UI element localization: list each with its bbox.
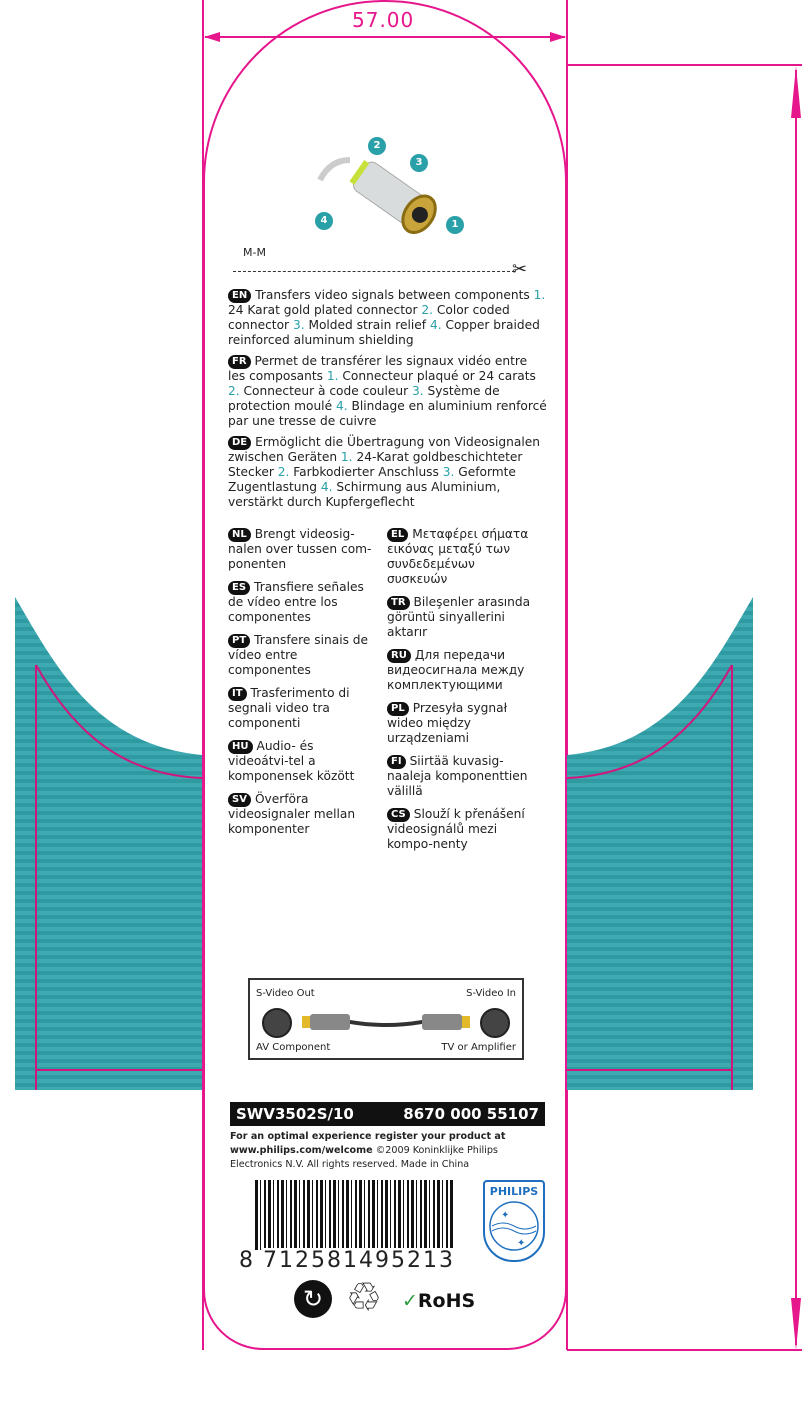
item-number: 2. <box>421 303 433 317</box>
av-component-label: AV Component <box>256 1042 331 1053</box>
width-dimension-label: 57.00 <box>352 8 415 32</box>
lang-badge: FR <box>228 355 251 369</box>
paragraph-hu <box>228 739 376 784</box>
lang-badge: RU <box>387 649 411 663</box>
item-text: Système de protection moulé <box>228 384 500 413</box>
barcode-right-digits: 495213 <box>359 1248 455 1273</box>
item-text: Blindage en aluminium renforcé par une tresse de cuivre <box>228 399 547 428</box>
lang-badge: TR <box>387 596 410 610</box>
philips-shield-icon <box>485 1198 543 1254</box>
arrow-down-icon <box>789 1298 802 1350</box>
arrow-right-icon <box>550 30 566 44</box>
callout-1: 1 <box>446 216 464 234</box>
model-number: SWV3502S/10 <box>236 1105 354 1123</box>
item-text: 24-Karat goldbeschichteter Stecker <box>228 450 523 479</box>
lang-badge: PL <box>387 702 409 716</box>
paragraph-pl <box>387 701 537 746</box>
left-language-column <box>228 527 376 845</box>
item-number: 2. <box>277 465 290 479</box>
green-dot-icon: ↻ <box>294 1280 332 1318</box>
svg-text:✦: ✦ <box>501 1210 510 1221</box>
cut-line <box>233 271 515 272</box>
barcode-first-digit: 8 <box>239 1248 253 1273</box>
para-text: Для передачи видеосигнала между комплектующими <box>387 648 525 692</box>
paragraph-nl <box>228 527 376 572</box>
paragraph-en <box>228 288 548 348</box>
item-text: Geformte Zugentlastung <box>228 465 516 494</box>
item-text: Connecteur à code couleur <box>243 384 409 398</box>
paragraph-tr <box>387 595 537 640</box>
connection-diagram <box>248 978 524 1060</box>
paragraph-cs <box>387 807 537 852</box>
paragraph-es <box>228 580 376 625</box>
paragraph-ru <box>387 648 537 693</box>
item-number: 4. <box>335 399 348 413</box>
item-text: Molded strain relief <box>308 318 427 332</box>
right-side-panel <box>567 595 757 1095</box>
product-id-bar <box>230 1102 545 1126</box>
item-number: 3. <box>412 384 424 398</box>
item-number: 4. <box>320 480 333 494</box>
item-number: 3. <box>292 318 305 332</box>
svg-text:✦: ✦ <box>517 1238 526 1249</box>
para-text: Brengt videosig-nalen over tussen com-ponenten <box>228 527 372 571</box>
width-dimension-line <box>205 36 565 38</box>
item-number: 1. <box>326 369 339 383</box>
register-text: For an optimal experience register your product at www.philips.com/welcome <box>230 1131 506 1156</box>
para-text: Μεταφέρει σήματα εικόνας μεταξύ των συνδεδεμένων συσκευών <box>387 527 529 586</box>
product-code: 8670 000 55107 <box>403 1105 539 1123</box>
item-text: Schirmung aus Aluminium, verstärkt durch Kupfergeflecht <box>228 480 501 509</box>
lang-badge: EL <box>387 528 408 542</box>
left-side-panel <box>15 595 205 1095</box>
lang-badge: FI <box>387 755 406 769</box>
lang-badge: CS <box>387 808 410 822</box>
s-video-port-icon <box>480 1008 510 1038</box>
paragraph-it <box>228 686 376 731</box>
item-number: 3. <box>442 465 455 479</box>
rohs-label: RoHS <box>417 1290 476 1312</box>
s-video-out-label: S-Video Out <box>256 988 315 999</box>
cable-icon <box>302 1010 470 1034</box>
barcode <box>239 1180 455 1273</box>
para-text: Siirtää kuvasig-naaleja komponenttien välillä <box>387 754 528 798</box>
legal-text <box>230 1130 548 1172</box>
recycle-icon: ♲ <box>346 1275 382 1321</box>
dieline-top-right <box>567 64 802 66</box>
item-number: 1. <box>340 450 353 464</box>
paragraph-sv <box>228 792 376 837</box>
item-text: Farbkodierter Anschluss <box>293 465 439 479</box>
lang-badge: DE <box>228 436 251 450</box>
lang-badge: NL <box>228 528 251 542</box>
product-image <box>310 140 470 260</box>
intro-text: Permet de transférer les signaux vidéo entre les composants <box>228 354 528 383</box>
para-text: Audio- és videoátvi-tel a komponensek között <box>228 739 355 783</box>
height-dimension-line <box>795 70 797 1345</box>
item-number: 1. <box>533 288 546 302</box>
philips-logo <box>483 1180 545 1262</box>
item-text: Connecteur plaqué or 24 carats <box>342 369 536 383</box>
model-code: M-M <box>243 246 266 259</box>
paragraph-pt <box>228 633 376 678</box>
intro-text: Ermöglicht die Übertragung von Videosignalen zwischen Geräten <box>228 435 540 464</box>
lang-badge: IT <box>228 687 247 701</box>
paragraph-fi <box>387 754 537 799</box>
arrow-up-icon <box>789 66 802 118</box>
item-text: 24 Karat gold plated connector <box>228 303 418 317</box>
lang-badge: PT <box>228 634 250 648</box>
philips-wordmark: PHILIPS <box>489 1185 539 1198</box>
lang-badge: ES <box>228 581 250 595</box>
checkmark-icon: ✓ <box>402 1290 418 1312</box>
intro-text: Transfers video signals between components <box>255 288 530 302</box>
para-text: Överföra videosignaler mellan komponenter <box>228 792 356 836</box>
para-text: Trasferimento di segnali video tra componenti <box>228 686 350 730</box>
lang-badge: EN <box>228 289 251 303</box>
barcode-bars <box>255 1180 455 1250</box>
rohs-mark <box>402 1290 475 1312</box>
item-number: 4. <box>429 318 442 332</box>
para-text: Transfere sinais de vídeo entre componentes <box>228 633 369 677</box>
barcode-left-digits: 712581 <box>263 1248 359 1273</box>
right-language-column <box>387 527 537 860</box>
dieline-bottom-right <box>567 1349 802 1351</box>
tv-amplifier-label: TV or Amplifier <box>441 1042 516 1053</box>
item-number: 2. <box>228 384 240 398</box>
para-text: Transfiere señales de vídeo entre los componentes <box>228 580 364 624</box>
arrow-left-icon <box>204 30 220 44</box>
para-text: Slouží k přenášení videosignálů mezi kompo-nenty <box>387 807 525 851</box>
s-video-in-label: S-Video In <box>466 988 516 999</box>
item-text: Copper braided reinforced aluminum shielding <box>228 318 540 347</box>
multilingual-text-top <box>228 288 548 516</box>
copyright-text: ©2009 Koninklijke Philips Electronics N.V. All rights reserved. Made in China <box>230 1145 498 1170</box>
paragraph-de <box>228 435 548 510</box>
lang-badge: HU <box>228 740 253 754</box>
para-text: Przesyła sygnał wideo między urządzeniami <box>387 701 508 745</box>
s-video-plug-icon <box>310 140 470 260</box>
callout-2: 2 <box>368 137 386 155</box>
para-text: Bileşenler arasında görüntü sinyallerini aktarır <box>387 595 531 639</box>
item-text: Color coded connector <box>228 303 510 332</box>
s-video-port-icon <box>262 1008 292 1038</box>
scissors-icon: ✂ <box>512 259 528 280</box>
lang-badge: SV <box>228 793 251 807</box>
callout-3: 3 <box>410 154 428 172</box>
callout-4: 4 <box>315 212 333 230</box>
paragraph-fr <box>228 354 548 429</box>
paragraph-el <box>387 527 537 587</box>
